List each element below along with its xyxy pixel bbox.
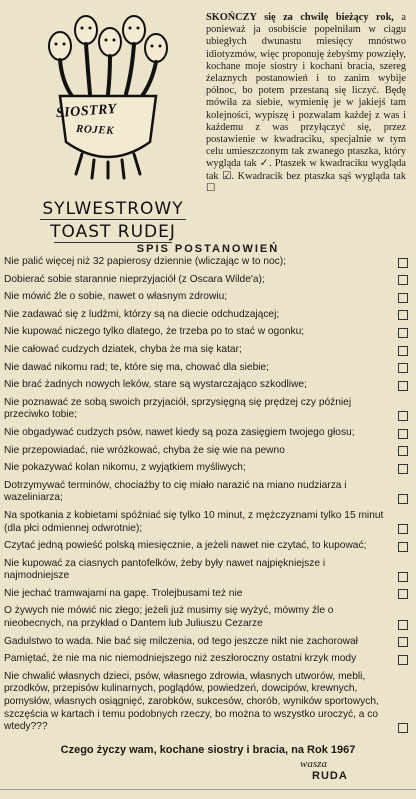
- checkbox[interactable]: [398, 381, 408, 391]
- checkbox[interactable]: [398, 542, 408, 552]
- resolution-text: Nie kupować niczego tylko dlatego, że trzeba po to stać w ogonku;: [4, 326, 305, 338]
- resolution-text: Czytać jedną powieść polską miesięcznie, a jeżeli nawet nie czytać, to kupować;: [4, 540, 367, 552]
- resolution-item: [4, 397, 412, 422]
- resolution-item: [4, 540, 412, 553]
- intro-lead: SKOŃCZY się za chwilę bieżący rok,: [206, 12, 394, 23]
- resolution-text: Nie obgadywać cudzych psów, nawet kiedy są poza zasięgiem twojego głosu;: [4, 426, 355, 438]
- resolution-item: [4, 309, 412, 322]
- intro-body: a ponieważ ja osobiście popełniłam w ciągu ubiegłych dwunastu miesięcy mnóstwo idiotyzmów, więc proponuję żebyśmy powzięły, kochane moje siostry i kochani bracia, szereg żelaznych postanowień i to zanim wybije północ, bo potem przestaną się liczyć. Będę mówiła za siebie, wymienię je w jakiejś tam kolejności, wypiszę i pozwalam każdej z was i każdemu z was przyłączyć się, przez postawienie w kwadraciku, specjalnie w tym celu umieszczonym tak zwanego ptaszka, który wygląda tak ✓. Ptaszek w kwadraciku wygląda tak ☑. Kwadracik bez ptaszka sąś wygląda tak ☐: [206, 12, 406, 194]
- checkbox[interactable]: [398, 655, 408, 665]
- title-underline: [40, 219, 186, 220]
- resolution-text: Nie poznawać ze sobą swoich przyjaciół, sprzysięgną się prędzej czy później przeciwko tobie;: [4, 396, 352, 421]
- resolution-item: [4, 379, 412, 392]
- resolution-item: [4, 671, 412, 734]
- checkbox[interactable]: [398, 293, 408, 303]
- resolution-item: [4, 362, 412, 375]
- bottom-divider: [0, 789, 416, 790]
- checkbox[interactable]: [398, 524, 408, 534]
- resolution-text: Nie mówić źle o sobie, nawet o własnym zdrowiu;: [4, 291, 228, 303]
- resolution-item: [4, 653, 412, 666]
- resolution-item: [4, 462, 412, 475]
- resolution-text: Gadulstwo to wada. Nie bać się milczenia, od tego jeszcze nikt nie zachorował: [4, 635, 358, 647]
- resolution-text: Pamiętać, że nie ma nic niemodniejszego niż zeszłoroczny ostatni krzyk mody: [4, 653, 357, 665]
- intro-paragraph: [206, 12, 406, 195]
- checkbox[interactable]: [398, 637, 408, 647]
- resolution-text: Nie jechać tramwajami na gapę. Trolejbusami też nie: [4, 587, 243, 599]
- resolution-text: Nie chwalić własnych dzieci, psów, własnego zdrowia, własnych utworów, mebli, przodków, przepisów kulinarnych, poglądów, powiedzeń, dowcipów, krewnych, pomysłów, własnych osiągnięć, zarobków, sukcesów, chorób, wyników sportowych, szczęścia w kartach i temu podobnych rzeczy, bo można to wszystko uroczyć, a co wtedy???: [4, 670, 379, 733]
- checkbox[interactable]: [398, 589, 408, 599]
- logo-text-siostry: SIOSTRY: [55, 101, 118, 122]
- resolution-text: Nie palić więcej niż 32 papierosy dziennie (wliczając w to noc);: [4, 256, 286, 267]
- signature-name: RUDA: [312, 770, 348, 782]
- resolutions-list: [4, 256, 412, 739]
- checkbox[interactable]: [398, 494, 408, 504]
- checkbox[interactable]: [398, 723, 408, 733]
- logo-text-rojek: ROJEK: [75, 123, 115, 137]
- resolution-text: Nie zadawać się z ludźmi, którzy są na diecie odchudzającej;: [4, 308, 280, 320]
- resolution-text: Dotrzymywać terminów, chociażby to cię miało narazić na miano nudziarza i wazeliniarza;: [4, 479, 347, 504]
- checkbox[interactable]: [398, 411, 408, 421]
- resolution-item: [4, 427, 412, 440]
- resolution-item: [4, 510, 412, 535]
- checkbox[interactable]: [398, 310, 408, 320]
- resolution-item: [4, 480, 412, 505]
- signature-wasza: wasza: [300, 758, 327, 770]
- resolution-text: Nie kupować za ciasnych pantofelków, żeby były nawet najpiękniejsze i najmodniejsze: [4, 557, 326, 582]
- resolution-item: [4, 605, 412, 630]
- resolution-item: [4, 274, 412, 287]
- checkbox[interactable]: [398, 620, 408, 630]
- resolution-item: [4, 326, 412, 339]
- resolution-text: Nie pokazywać kolan nikomu, z wyjątkiem myśliwych;: [4, 462, 246, 474]
- checkbox[interactable]: [398, 464, 408, 474]
- checkbox[interactable]: [398, 363, 408, 373]
- checkbox[interactable]: [398, 429, 408, 439]
- resolution-item: [4, 256, 412, 269]
- checkbox[interactable]: [398, 346, 408, 356]
- checkbox[interactable]: [398, 446, 408, 456]
- resolutions-list-title: SPIS POSTANOWIEŃ: [136, 243, 280, 255]
- resolution-text: O żywych nie mówić nic złego; jeżeli już musimy się wyżyć, mówmy źle o nieobecnych, na przykład o Dantem lub Juliuszu Cezarze: [4, 605, 334, 630]
- checkbox[interactable]: [398, 275, 408, 285]
- resolution-item: [4, 588, 412, 601]
- resolution-text: Nie dawać nikomu rad; te, które się ma, chować dla siebie;: [4, 361, 269, 373]
- logo-illustration: [38, 12, 178, 182]
- resolution-text: Nie całować cudzych dziatek, chyba że ma się katar;: [4, 343, 242, 355]
- resolution-item: [4, 445, 412, 458]
- toast-title-line1: SYLWESTROWY: [42, 199, 184, 219]
- resolution-text: Na spotkania z kobietami spóźniać się tylko 10 minut, z mężczyznami tylko 15 minut (dla płci odmiennej odwrotnie);: [4, 509, 384, 534]
- checkbox[interactable]: [398, 572, 408, 582]
- resolution-item: [4, 291, 412, 304]
- siostry-rojek-logo: [38, 12, 178, 182]
- resolution-text: Dobierać sobie starannie nieprzyjaciół (z Oscara Wilde'a);: [4, 273, 265, 285]
- resolution-item: [4, 558, 412, 583]
- resolution-text: Nie przepowiadać, nie wróżkować, chyba że się wie na pewno: [4, 444, 285, 456]
- closing-line: Czego życzy wam, kochane siostry i bracia, na Rok 1967: [60, 744, 356, 756]
- resolution-item: [4, 636, 412, 649]
- toast-title-line2: TOAST RUDEJ: [50, 222, 176, 242]
- resolution-text: Nie brać żadnych nowych leków, stare są wystarczająco szkodliwe;: [4, 379, 307, 391]
- resolution-item: [4, 344, 412, 357]
- checkbox[interactable]: [398, 328, 408, 338]
- checkbox[interactable]: [398, 258, 408, 268]
